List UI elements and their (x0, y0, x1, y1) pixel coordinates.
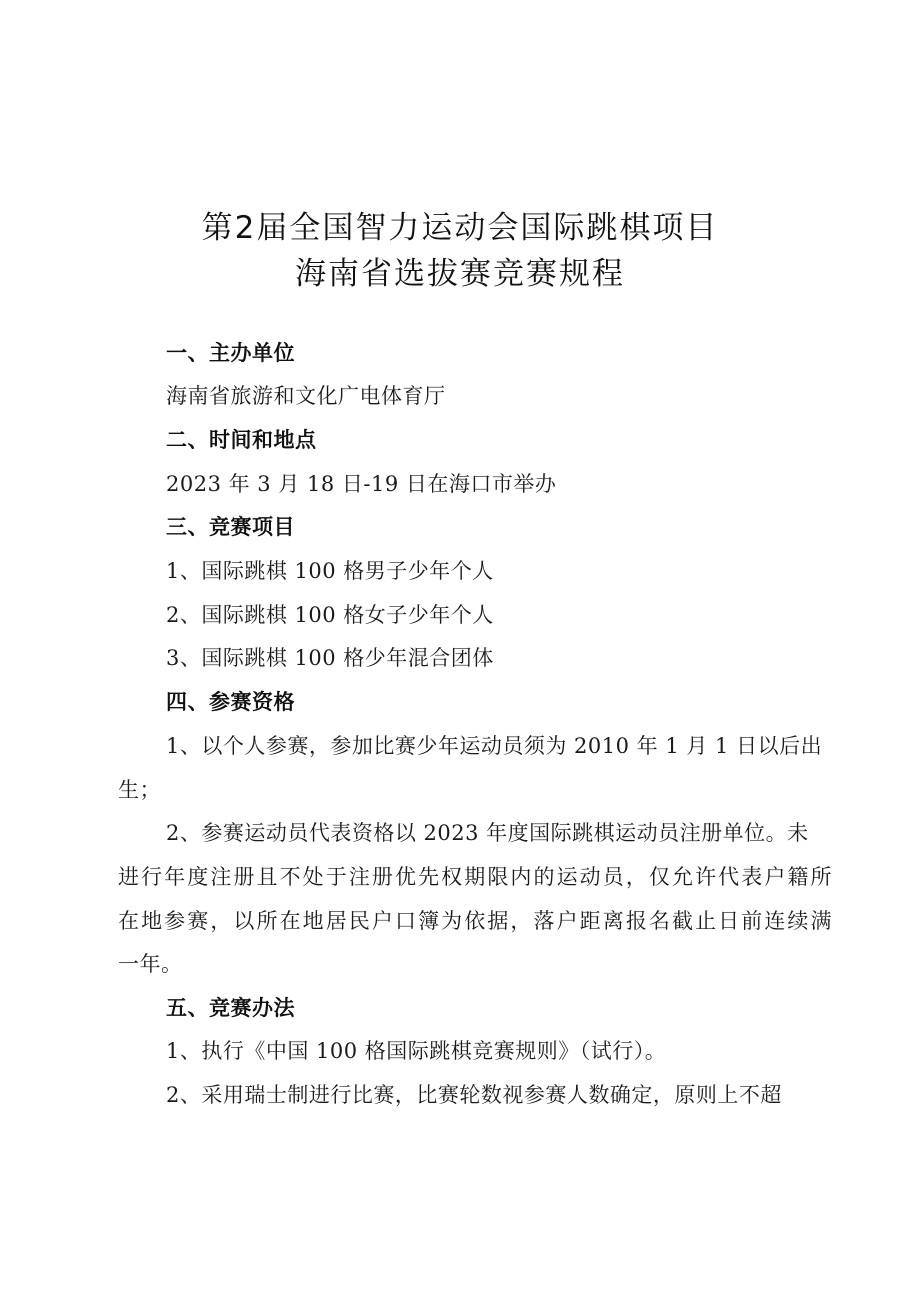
eligibility-para2-line: 在地参赛，以所在地居民户口簿为依据，落户距离报名截止日前连续满 (118, 909, 832, 933)
eligibility-para2-line: 进行年度注册且不处于注册优先权期限内的运动员，仅允许代表户籍所 (118, 865, 832, 889)
document-title-line-2: 海南省选拔赛竞赛规程 (295, 256, 625, 292)
section-heading-events: 三、竞赛项目 (166, 515, 295, 539)
eligibility-para2-line: 2、参赛运动员代表资格以 2023 年度国际跳棋运动员注册单位。未 (166, 821, 809, 845)
eligibility-para1-line: 1、以个人参赛，参加比赛少年运动员须为 2010 年 1 月 1 日以后出 (166, 734, 823, 758)
section-heading-eligibility: 四、参赛资格 (166, 690, 295, 714)
organizer-text: 海南省旅游和文化广电体育厅 (166, 384, 446, 408)
event-item: 2、国际跳棋 100 格女子少年个人 (166, 603, 494, 627)
eligibility-para2-line: 一年。 (118, 952, 183, 976)
document-title-line-1: 第2届全国智力运动会国际跳棋项目 (201, 210, 719, 246)
event-item: 1、国际跳棋 100 格男子少年个人 (166, 559, 494, 583)
time-place-text: 2023 年 3 月 18 日-19 日在海口市举办 (166, 472, 557, 496)
method-item: 1、执行《中国 100 格国际跳棋竞赛规则》（试行）。 (166, 1039, 667, 1063)
eligibility-para1-line: 生； (118, 778, 161, 802)
section-heading-competition-method: 五、竞赛办法 (166, 996, 295, 1020)
section-heading-organizer: 一、主办单位 (166, 341, 295, 365)
section-heading-time-place: 二、时间和地点 (166, 428, 317, 452)
method-item: 2、采用瑞士制进行比赛，比赛轮数视参赛人数确定，原则上不超 (166, 1083, 782, 1107)
event-item: 3、国际跳棋 100 格少年混合团体 (166, 646, 494, 670)
